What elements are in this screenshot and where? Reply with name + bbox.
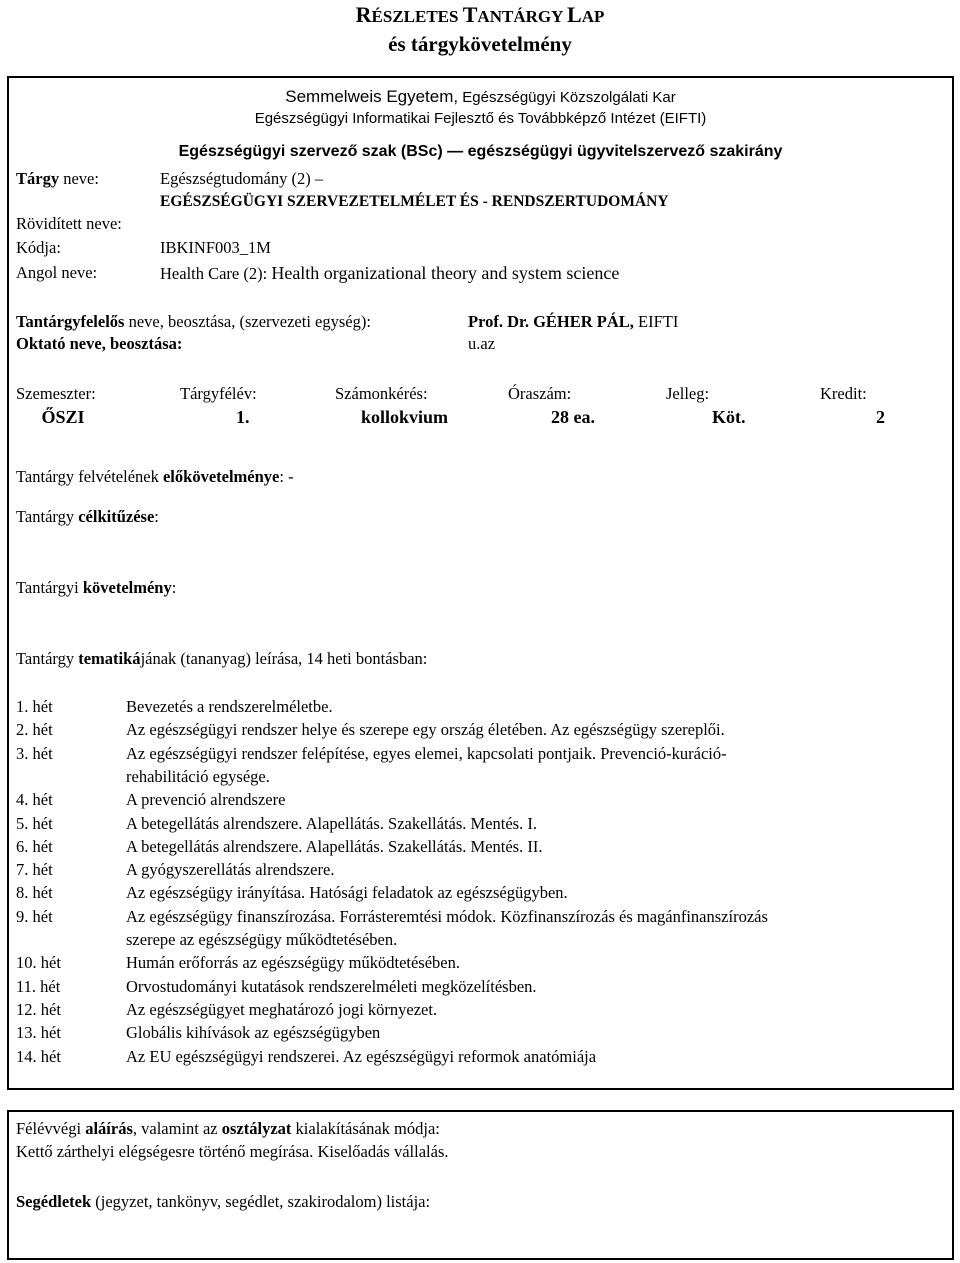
week-topic: A prevenció alrendszere — [126, 790, 286, 810]
english-name-label: Angol neve: — [16, 263, 98, 282]
week-number: 3. hét — [16, 743, 53, 763]
hours-label: Óraszám: — [508, 384, 572, 403]
week-topic: A betegellátás alrendszere. Alapellátás. Szakellátás. Mentés. I. — [126, 813, 537, 833]
exam-label: Számonkérés: — [335, 384, 428, 403]
week-number: 5. hét — [16, 813, 53, 833]
subject-name-line1: Egészségtudomány (2) – — [160, 169, 324, 188]
assessment-text: Kettő zárthelyi elégségesre történő megírása. Kiselőadás vállalás. — [16, 1142, 449, 1161]
week-number: 4. hét — [16, 790, 53, 810]
short-name-label: Rövidített neve: — [16, 214, 122, 233]
page-subtitle: és tárgykövetelmény — [388, 32, 572, 56]
type-label: Jelleg: — [666, 384, 710, 403]
teacher-label: Oktató neve, beosztása: — [16, 334, 183, 353]
week-topic: Az egészségügyi rendszer helye és szerepe egy ország életében. Az egészségügy szereplői. — [126, 720, 725, 740]
week-topic: Az egészségügy finanszírozása. Forrásteremtési módok. Közfinanszírozás és magánfinanszírozás — [126, 906, 768, 926]
week-number: 8. hét — [16, 883, 53, 903]
week-number: 1. hét — [16, 697, 53, 716]
week-topic: A betegellátás alrendszere. Alapellátás. Szakellátás. Mentés. II. — [126, 836, 543, 856]
subject-name-line2: EGÉSZSÉGÜGYI SZERVEZETELMÉLET ÉS - RENDSZERTUDOMÁNY — [160, 193, 669, 210]
week-topic: Globális kihívások az egészségügyben — [126, 1023, 381, 1043]
week-number: 6. hét — [16, 836, 53, 856]
term-label: Tárgyfélév: — [180, 384, 257, 403]
week-number: 12. hét — [16, 999, 61, 1019]
week-number: 13. hét — [16, 1023, 61, 1043]
subject-name-label: Tárgy neve: — [16, 169, 99, 188]
week-number: 14. hét — [16, 1046, 61, 1066]
university-line — [7, 86, 954, 109]
assessment-heading: Félévvégi aláírás, valamint az osztályzat kialakításának módja: — [16, 1119, 440, 1138]
week-topic: Az egészségügyet meghatározó jogi környezet. — [126, 999, 438, 1019]
credit-label: Kredit: — [820, 384, 867, 403]
week-number: 7. hét — [16, 860, 53, 880]
university-name: Semmelweis Egyetem, — [285, 87, 459, 106]
english-name: Health Care (2): Health organizational theory and system science — [160, 263, 620, 283]
week-topic: Az egészségügy irányítása. Hatósági feladatok az egészségügyben. — [126, 883, 568, 903]
subject-code: IBKINF003_1M — [160, 238, 271, 257]
course-goal: Tantárgy célkitűzése: — [16, 507, 159, 526]
week-number: 9. hét — [16, 906, 53, 926]
week-topic: Orvostudományi kutatások rendszerelméleti megközelítésben. — [126, 976, 537, 996]
exam-value: kollokvium — [361, 407, 449, 427]
hours-value: 28 ea. — [551, 407, 595, 427]
week-topic-continued: rehabilitáció egysége. — [126, 766, 270, 786]
course-requirement: Tantárgyi követelmény: — [16, 578, 177, 597]
semester-value: ŐSZI — [41, 407, 85, 427]
week-topic: A gyógyszerellátás alrendszere. — [126, 860, 335, 880]
week-number: 11. hét — [16, 976, 61, 996]
faculty-name: Egészségügyi Közszolgálati Kar — [458, 89, 676, 106]
resources-heading: Segédletek (jegyzet, tankönyv, segédlet, szakirodalom) listája: — [16, 1192, 431, 1211]
week-topic-continued: szerepe az egészségügy működtetésében. — [126, 930, 398, 949]
institute-line: Egészségügyi Informatikai Fejlesztő és Továbbképző Intézet (EIFTI) — [254, 110, 707, 127]
responsible-label: Tantárgyfelelős neve, beosztása, (szervezeti egység): — [16, 312, 371, 331]
week-topic: Az EU egészségügyi rendszerei. Az egészségügyi reformok anatómiája — [126, 1046, 597, 1066]
week-topic: Bevezetés a rendszerelméletbe. — [126, 697, 333, 716]
credit-value: 2 — [876, 407, 885, 427]
prerequisite: Tantárgy felvételének előkövetelménye: - — [16, 467, 294, 486]
type-value: Köt. — [712, 407, 746, 427]
week-topic: Humán erőforrás az egészségügy működtetésében. — [126, 953, 460, 973]
code-label: Kódja: — [16, 238, 61, 257]
week-number: 2. hét — [16, 720, 53, 740]
responsible-name: Prof. Dr. GÉHER PÁL, EIFTI — [468, 312, 679, 331]
page-title: RÉSZLETES TANTÁRGY LAP — [355, 2, 605, 27]
week-topic: Az egészségügyi rendszer felépítése, egyes elemei, kapcsolati pontjaik. Prevenció-kuráció- — [126, 743, 727, 763]
semester-label: Szemeszter: — [16, 384, 96, 403]
program-line: Egészségügyi szervező szak (BSc) — egészségügyi ügyvitelszervező szakirány — [178, 143, 783, 160]
week-number: 10. hét — [16, 953, 61, 973]
topics-heading: Tantárgy tematikájának (tananyag) leírása, 14 heti bontásban: — [16, 649, 428, 668]
teacher-name: u.az — [468, 334, 496, 353]
term-value: 1. — [236, 407, 250, 427]
